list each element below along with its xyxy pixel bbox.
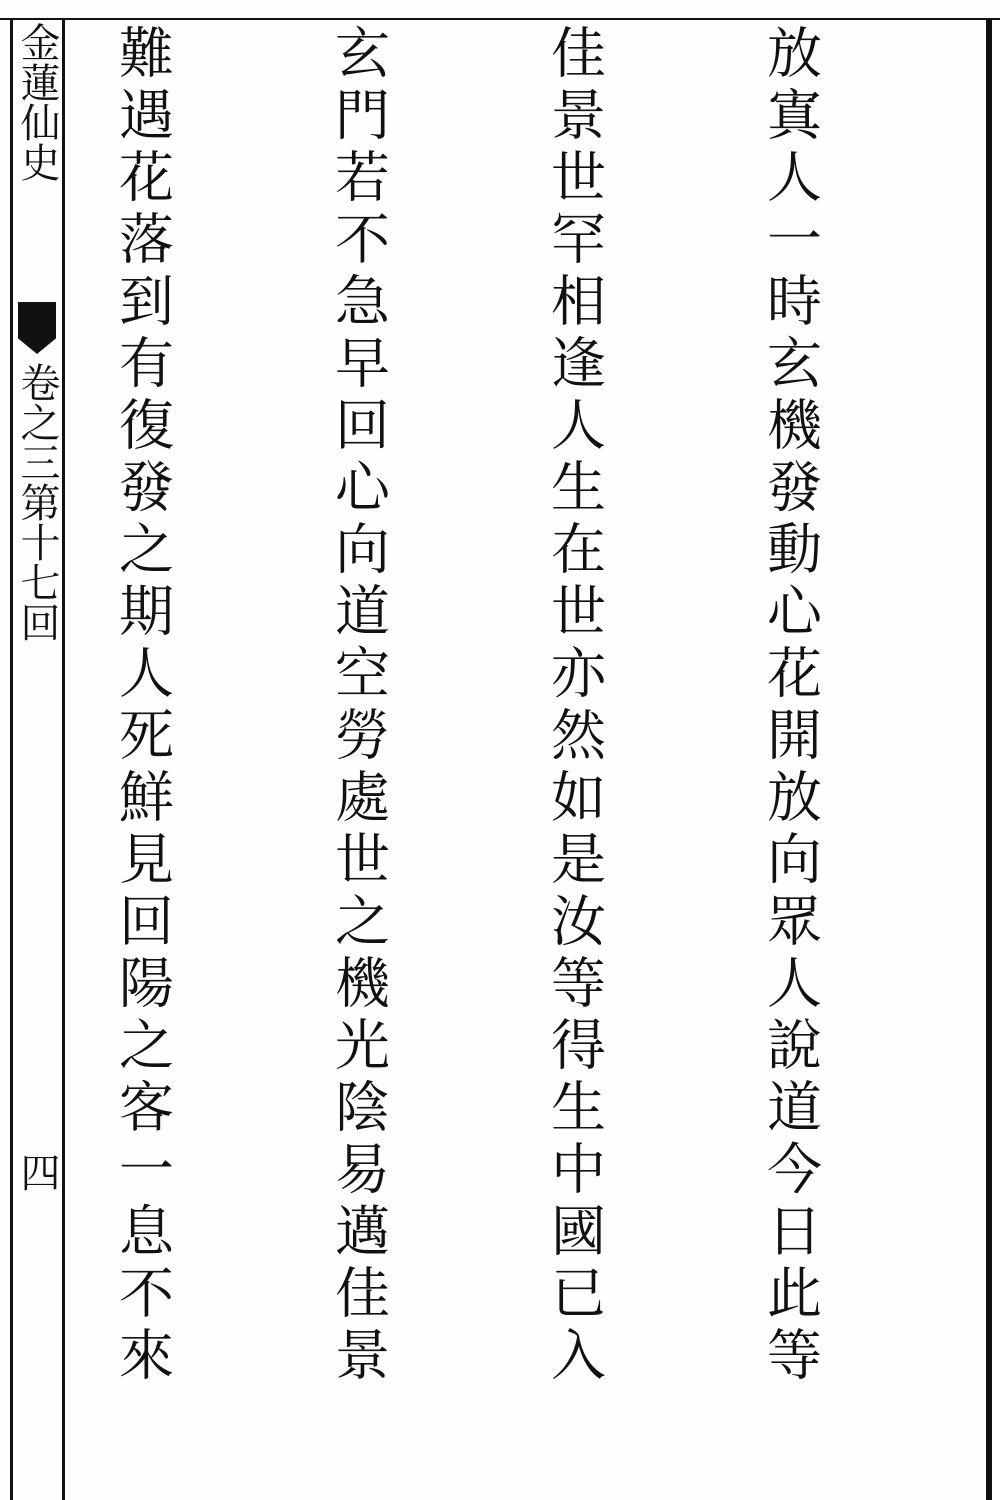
text-column-4: 難遇花落到有復發之期人死鮮見回陽之客一息不來	[110, 24, 174, 1388]
running-title: 金蓮仙史	[14, 22, 60, 182]
page-number: 四	[14, 1152, 60, 1192]
main-text-block	[78, 24, 970, 1490]
page-frame-right-line	[986, 18, 992, 1500]
text-column-1: 放寘人一時玄機發動心花開放向眾人說道今日此等	[758, 24, 822, 1388]
chapter-label: 卷之三第十七回	[14, 362, 60, 642]
text-column-3: 玄門若不急早回心向道空勞處世之機光陰易邁佳景	[326, 24, 390, 1388]
page-frame-top-line	[0, 18, 1000, 20]
text-column-2: 佳景世罕相逢人生在世亦然如是汝等得生中國已入	[542, 24, 606, 1388]
